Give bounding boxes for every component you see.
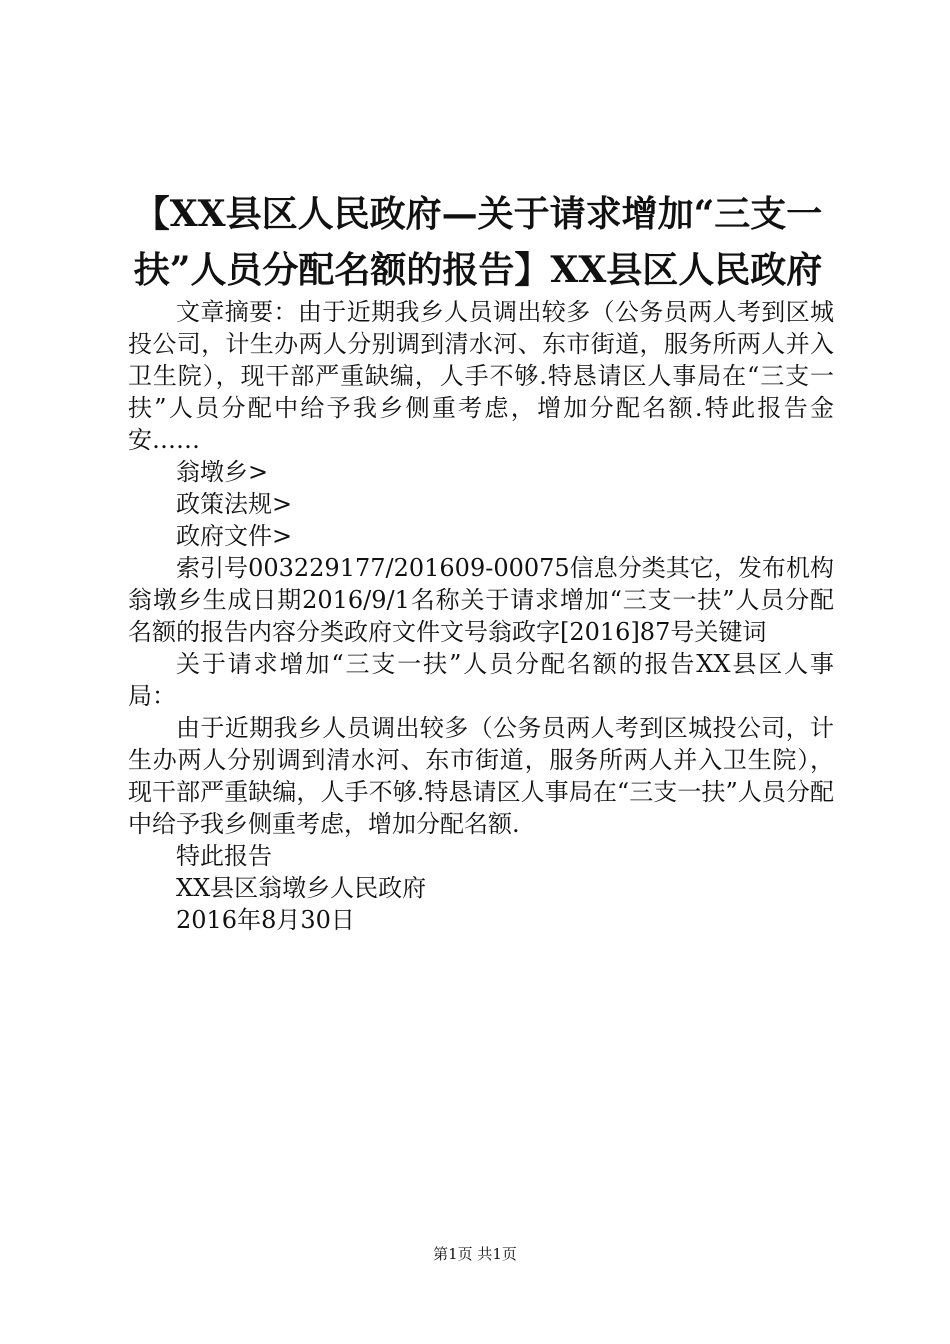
report-heading-line: 关于请求增加“三支一扶”人员分配名额的报告XX县区人事局： <box>128 650 834 710</box>
metadata-paragraph: 索引号003229177/201609-00075信息分类其它，发布机构翁墩乡生成日期2016/9/1名称关于请求增加“三支一扶”人员分配名额的报告内容分类政府文件文号翁政字[2016]87号关键词 <box>128 554 834 646</box>
page-number-footer: 第1页 共1页 <box>433 1245 517 1263</box>
report-body-paragraph: 由于近期我乡人员调出较多（公务员两人考到区城投公司，计生办两人分别调到清水河、东市街道，服务所两人并入卫生院），现干部严重缺编，人手不够.特恳请区人事局在“三支一扶”人员分配中给予我乡侧重考虑，增加分配名额. <box>128 714 834 838</box>
signature-org: XX县区翁墩乡人民政府 <box>176 874 427 902</box>
document-title: 【XX县区人民政府—关于请求增加“三支一扶”人员分配名额的报告】XX县区人民政府 <box>133 193 823 291</box>
breadcrumb-policy: 政策法规> <box>176 490 293 518</box>
signature-date: 2016年8月30日 <box>176 906 355 934</box>
document-body <box>128 296 834 936</box>
breadcrumb-gov-docs: 政府文件> <box>176 522 293 550</box>
closing-line: 特此报告 <box>176 842 272 870</box>
abstract-paragraph: 文章摘要：由于近期我乡人员调出较多（公务员两人考到区城投公司，计生办两人分别调到清水河、东市街道，服务所两人并入卫生院），现干部严重缺编，人手不够.特恳请区人事局在“三支一扶”人员分配中给予我乡侧重考虑，增加分配名额.特此报告金安…… <box>128 298 834 454</box>
breadcrumb-township: 翁墩乡> <box>176 458 269 486</box>
